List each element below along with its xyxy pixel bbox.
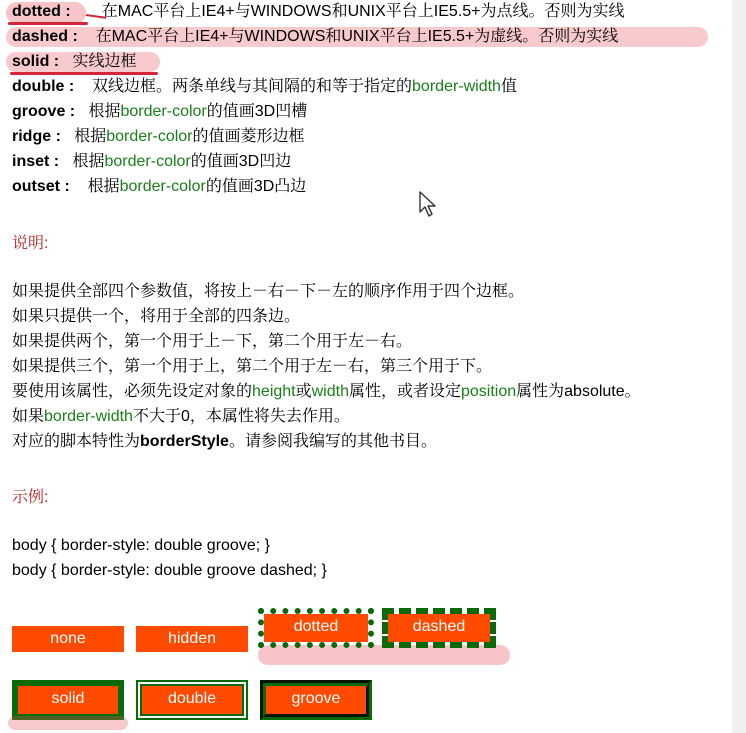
style-desc-post: 值 [500,78,517,95]
demo-box-solid: solid [12,680,124,720]
demo-box-hidden: hidden [136,626,248,652]
style-row-solid [12,51,136,73]
style-term: ridge : [12,128,61,145]
explain-line-3 [12,329,412,354]
style-desc: 实线边框 [72,53,137,70]
explain-text: 如果提供全部四个参数值，将按上－右－下－左的顺序作用于四个边框。 [12,283,525,300]
keyword-borderstyle: borderStyle [140,433,229,450]
explain-text: 要使用该属性，必须先设定对象的 [12,383,253,400]
explain-title: 说明: [12,235,49,252]
style-desc-post: 的值画3D凹槽 [206,103,308,120]
explain-line-7 [12,429,437,454]
keyword-border-width: border-width [412,78,501,95]
style-term: dashed : [12,28,78,45]
style-term: groove : [12,103,76,120]
style-desc: 在MAC平台上IE4+与WINDOWS和UNIX平台上IE5.5+为点线。否则为实线 [101,3,625,20]
keyword-height: height [252,383,296,400]
style-term: inset : [12,153,60,170]
keyword-border-width: border-width [44,408,133,425]
explain-text: 对应的脚本特性为 [12,433,141,450]
explain-text: 如果只提供一个，将用于全部的四条边。 [12,308,301,325]
explain-text: 如果提供三个，第一个用于上，第二个用于左－右，第三个用于下。 [12,358,493,375]
style-row-groove [12,101,307,123]
keyword-border-color: border-color [106,128,193,145]
explain-line-4 [12,354,492,379]
style-desc-post: 的值画3D凹边 [190,153,292,170]
example-code-2: body { border-style: double groove dashed; } [12,562,327,579]
style-desc-pre: 根据 [72,153,105,170]
highlight-mark-demo [258,645,510,665]
style-row-outset [12,176,306,198]
keyword-border-color: border-color [104,153,191,170]
explain-text: 。请参阅我编写的其他书目。 [228,433,437,450]
demo-box-double: double [136,680,248,720]
style-desc-pre: 根据 [74,128,107,145]
example-title: 示例: [12,489,49,506]
explain-text: 属性，或者设定 [348,383,461,400]
demo-box-groove: groove [260,680,372,720]
scrollbar[interactable] [732,0,746,733]
explain-line-2 [12,304,300,329]
style-term: outset : [12,178,70,195]
explain-text: 或 [295,383,312,400]
style-row-dotted [12,1,625,23]
explain-text: 属性为absolute。 [516,383,641,400]
explain-line-6 [12,404,350,429]
highlight-mark-solid-demo [8,716,128,730]
style-desc: 在MAC平台上IE4+与WINDOWS和UNIX平台上IE5.5+为虚线。否则为实线 [95,28,619,45]
explain-line-1 [12,279,524,304]
demo-box-dashed: dashed [382,608,496,648]
style-row-double [12,76,517,98]
explain-text: 如果提供两个，第一个用于上－下，第二个用于左－右。 [12,333,413,350]
keyword-width: width [311,383,349,400]
demo-box-none: none [12,626,124,652]
style-term: dotted : [12,3,71,20]
style-desc-pre: 根据 [88,103,121,120]
style-desc-post: 的值画3D凸边 [205,178,307,195]
style-term: double : [12,78,75,95]
demo-box-dotted: dotted [258,608,374,648]
explain-text: 如果 [12,408,45,425]
keyword-border-color: border-color [119,178,206,195]
explain-text: 不大于0，本属性将失去作用。 [132,408,350,425]
style-desc-post: 的值画菱形边框 [192,128,305,145]
style-term: solid : [12,53,60,70]
style-row-dashed [12,26,618,48]
style-row-inset [12,151,291,173]
mouse-cursor-icon [418,190,438,218]
style-desc-pre: 根据 [87,178,120,195]
keyword-position: position [461,383,517,400]
example-code-1: body { border-style: double groove; } [12,537,270,554]
keyword-border-color: border-color [120,103,207,120]
explain-line-5 [12,379,641,404]
style-row-ridge [12,126,305,148]
style-desc-pre: 双线边框。两条单线与其间隔的和等于指定的 [92,78,413,95]
